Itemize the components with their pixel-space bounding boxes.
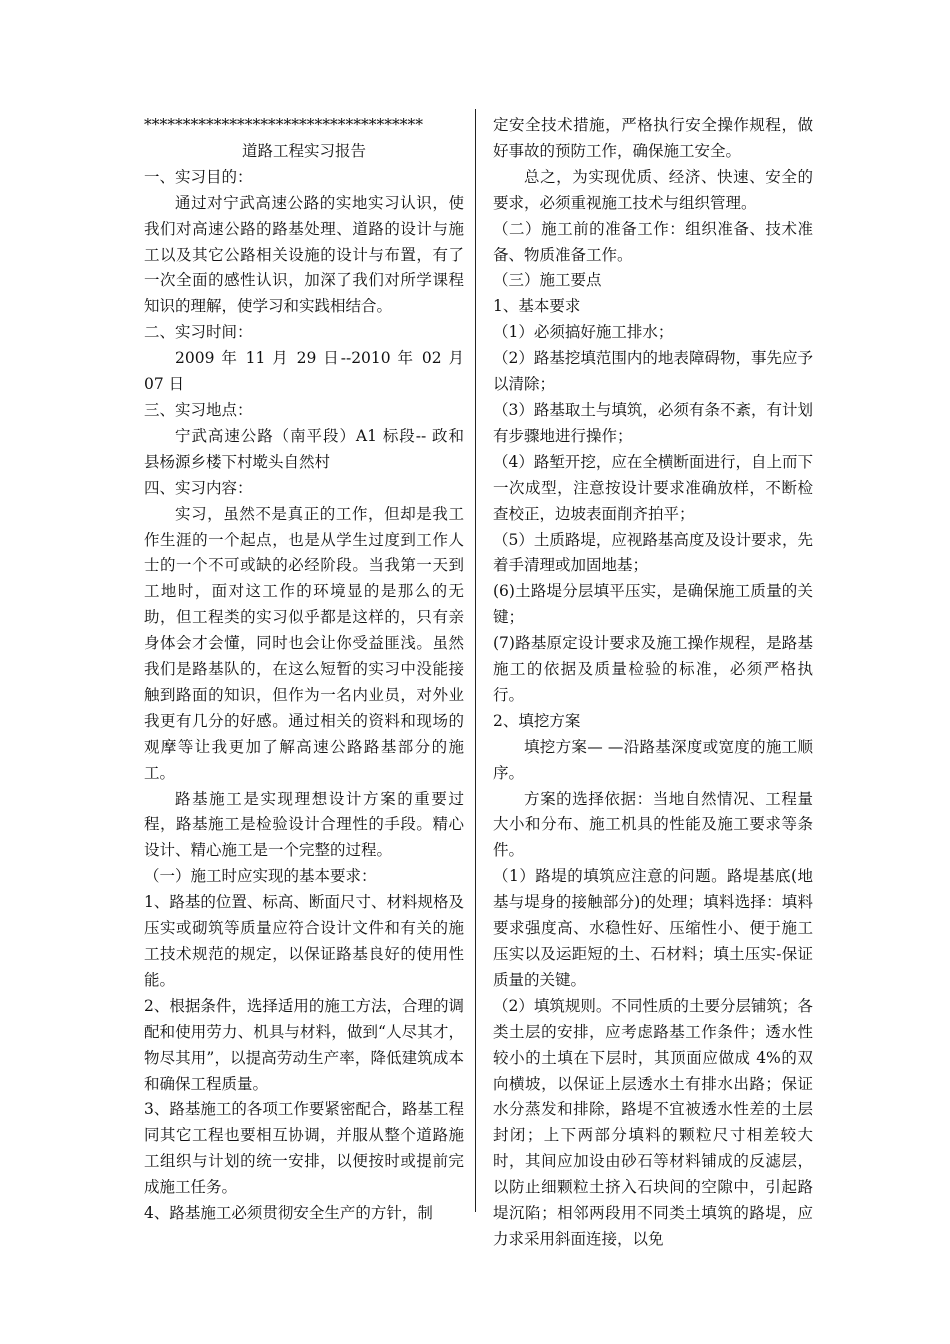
requirement-5: （5）土质路堤，应视路基高度及设计要求，先着手清理或加固地基；: [493, 530, 813, 575]
column-divider: [475, 109, 476, 1212]
paragraph-embankment-issues: （1）路堤的填筑应注意的问题。路堤基底(地基与堤身的接触部分)的处理；填料选择：填料要求强度高、水稳性好、压缩性小、便于施工压实以及运距短的土、石材料；填土压实-保证质量的关键。: [493, 867, 813, 989]
paragraph-content-intro: 实习，虽然不是真正的工作，但却是我工作生涯的一个起点，也是从学生过度到工作人士的一个不可或缺的必经阶段。当我第一天到工地时，面对这工作的环境显的是那么的无助，但工程类的实习似乎都是这样的，只有亲身体会才会懂，同时也会让你受益匪浅。虽然我们是路基队的，在这么短暂的实习中没能接触到路面的知识，但作为一名内业员，对外业我更有几分的好感。通过相关的资料和现场的观摩等让我更加了解高速公路路基部分的施工。: [144, 504, 464, 782]
subheading-preparation: （二）施工前的准备工作：组织准备、技术准备、物质准备工作。: [493, 219, 813, 264]
section-heading-content: 四、实习内容：: [144, 478, 253, 497]
report-title: 道路工程实习报告: [241, 141, 366, 160]
requirement-7: (7)路基原定设计要求及施工操作规程，是路基施工的依据及质量检验的标准，必须严格执行。: [493, 634, 813, 704]
list-item-1: 1、路基的位置、标高、断面尺寸、材料规格及压实或砌筑等质量应符合设计文件和有关的施工技术规范的规定，以保证路基良好的使用性能。: [144, 893, 464, 989]
requirement-3: （3）路基取土与填筑，必须有条不紊，有计划有步骤地进行操作；: [493, 400, 813, 445]
list-item-3: 3、路基施工的各项工作要紧密配合，路基工程同其它工程也要相互协调，并服从整个道路施工组织与计划的统一安排，以便按时或提前完成施工任务。: [144, 1100, 464, 1197]
section-heading-location: 三、实习地点：: [144, 400, 253, 419]
section-heading-time: 二、实习时间：: [144, 323, 253, 342]
paragraph-plan-basis: 方案的选择依据：当地自然情况、工程量大小和分布、施工机具的性能及施工要求等条件。: [493, 789, 813, 860]
right-column: [493, 113, 813, 1253]
requirement-6: (6)土路堤分层填平压实，是确保施工质量的关键；: [493, 582, 813, 627]
subheading-key-points: （三）施工要点: [493, 271, 602, 290]
paragraph-safety: 定安全技术措施，严格执行安全操作规程，做好事故的预防工作，确保施工安全。: [493, 116, 813, 160]
requirement-2: （2）路基挖填范围内的地表障碍物，事先应予以清除；: [493, 349, 813, 394]
list-item-4: 4、路基施工必须贯彻安全生产的方针，制: [144, 1204, 433, 1223]
paragraph-time: 2009 年 11 月 29 日--2010 年 02 月 07 日: [144, 349, 464, 394]
star-separator: ************************************: [144, 116, 423, 134]
paragraph-filling-rules: （2）填筑规则。不同性质的土要分层铺筑；各类土层的安排，应考虑路基工作条件；透水性较小的土填在下层时，其顶面应做成 4%的双向横坡，以保证上层透水土有排水出路；保证水分蒸发和排除，路堤不宜被透水性差的土层封闭；上下两部分填料的颗粒尺寸相差较大时，其间应加设由砂石等材料铺成的反滤层，以防止细颗粒土挤入石块间的空隙中，引起路堤沉陷；相邻两段用不同类土填筑的路堤，应力求采用斜面连接，以免: [493, 996, 813, 1248]
section-heading-purpose: 一、实习目的：: [144, 167, 253, 186]
requirement-1: （1）必须搞好施工排水；: [493, 323, 674, 342]
subheading-basic-requirements: （一）施工时应实现的基本要求：: [144, 867, 377, 886]
paragraph-purpose: 通过对宁武高速公路的实地实习认识，使我们对高速公路的路基处理、道路的设计与施工以及其它公路相关设施的设计与布置，有了一次全面的感性认识，加深了我们对所学课程知识的理解，使学习和实践相结合。: [144, 193, 464, 316]
paragraph-summary: 总之，为实现优质、经济、快速、安全的要求，必须重视施工技术与组织管理。: [493, 167, 813, 212]
left-column: [144, 113, 464, 1227]
paragraph-fill-cut-definition: 填挖方案— —沿路基深度或宽度的施工顺序。: [493, 737, 813, 782]
heading-fill-cut-plan: 2、填挖方案: [493, 711, 581, 730]
heading-basic-requirements: 1、基本要求: [493, 297, 581, 316]
paragraph-roadbed-process: 路基施工是实现理想设计方案的重要过程，路基施工是检验设计合理性的手段。精心设计、精心施工是一个完整的过程。: [144, 789, 464, 860]
requirement-4: （4）路堑开挖，应在全横断面进行，自上而下一次成型，注意按设计要求准确放样，不断检查校正，边坡表面削齐拍平；: [493, 452, 813, 523]
paragraph-location: 宁武高速公路（南平段）A1 标段-- 政和县杨源乡楼下村墘头自然村: [144, 426, 464, 471]
list-item-2: 2、根据条件，选择适用的施工方法，合理的调配和使用劳力、机具与材料，做到“人尽其才，物尽其用”，以提高劳动生产率，降低建筑成本和确保工程质量。: [144, 996, 464, 1093]
